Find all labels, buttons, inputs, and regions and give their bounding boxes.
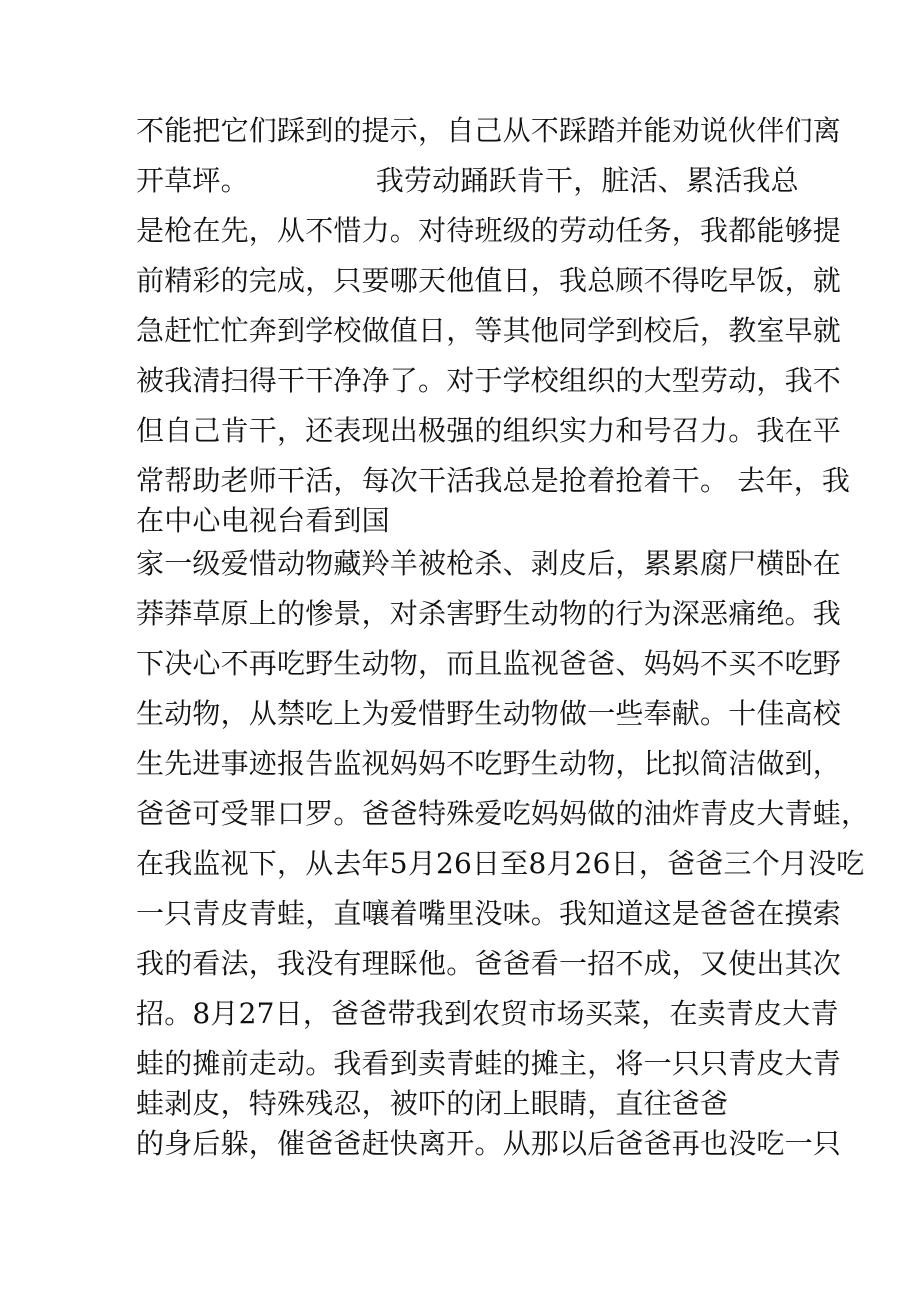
- text-line: 不能把它们踩到的提示，自己从不踩踏并能劝说伙伴们离: [136, 114, 842, 147]
- text-line: 下决心不再吃野生动物，而且监视爸爸、妈妈不买不吃野: [136, 647, 842, 680]
- text-line: 但自己肯干，还表现出极强的组织实力和号召力。我在平: [136, 414, 842, 447]
- text-line: 我的看法，我没有理睬他。爸爸看一招不成，又使出其次: [136, 947, 842, 980]
- text-line: 莽莽草原上的惨景，对杀害野生动物的行为深恶痛绝。我: [136, 597, 842, 630]
- text-line: 在我监视下，从去年5月26日至8月26日，爸爸三个月没吃: [136, 847, 865, 880]
- text-line: 爸爸可受罪口罗。爸爸特殊爱吃妈妈做的油炸青皮大青蛙，: [136, 797, 870, 830]
- text-line: 家一级爱惜动物藏羚羊被枪杀、剥皮后，累累腐尸横卧在: [136, 547, 842, 580]
- text-line: 在中心电视台看到国: [136, 504, 390, 537]
- text-line: 被我清扫得干干净净了。对于学校组织的大型劳动，我不: [136, 364, 842, 397]
- text-line: 生先进事迹报告监视妈妈不吃野生动物，比拟简洁做到，: [136, 747, 842, 780]
- text-line: 一只青皮青蛙，直嚷着嘴里没味。我知道这是爸爸在摸索: [136, 897, 842, 930]
- text-line: 前精彩的完成，只要哪天他值日，我总顾不得吃早饭，就: [136, 264, 842, 297]
- text-line: 招。8月27日，爸爸带我到农贸市场买菜，在卖青皮大青: [136, 997, 839, 1030]
- text-line: 蛙的摊前走动。我看到卖青蛙的摊主，将一只只青皮大青: [136, 1047, 842, 1080]
- text-line: 蛙剥皮，特殊残忍，被吓的闭上眼睛，直往爸爸: [136, 1087, 729, 1120]
- text-line: 的身后躲，催爸爸赶快离开。从那以后爸爸再也没吃一只: [136, 1127, 842, 1160]
- text-line: 是枪在先，从不惜力。对待班级的劳动任务，我都能够提: [136, 214, 842, 247]
- text-line: 生动物，从禁吃上为爱惜野生动物做一些奉献。十佳高校: [136, 697, 842, 730]
- text-line: 开草坪。 我劳动踊跃肯干，脏活、累活我总: [136, 164, 799, 197]
- text-line: 急赶忙忙奔到学校做值日，等其他同学到校后，教室早就: [136, 314, 842, 347]
- text-line: 常帮助老师干活，每次干活我总是抢着抢着干。 去年，我: [136, 464, 851, 497]
